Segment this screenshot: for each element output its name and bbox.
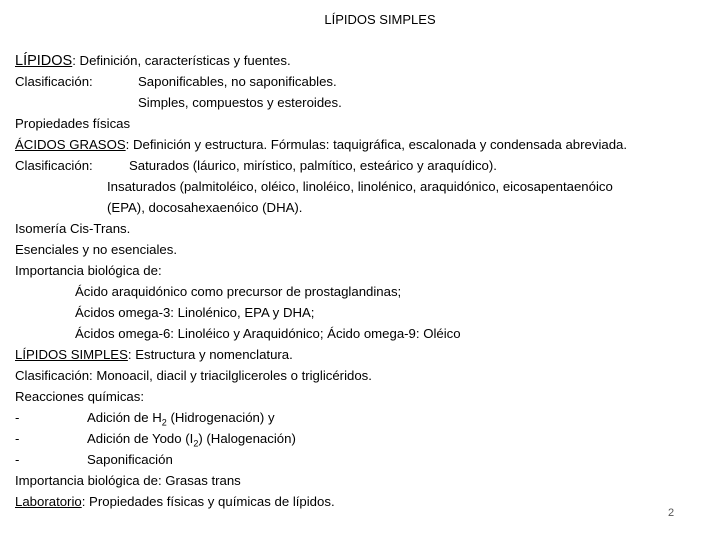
omega6-text: Ácidos omega-6: Linoléico y Araquidónico; Ácido omega-9: Oléico <box>75 326 461 341</box>
heading-lipidos: LÍPIDOS <box>15 53 73 69</box>
line-clasificacion-2 <box>15 155 705 176</box>
page-number: 2 <box>668 507 675 519</box>
halogenacion-text-a: Adición de Yodo (I <box>87 431 194 446</box>
heading-lipidos-simples: LÍPIDOS SIMPLES <box>15 347 128 362</box>
line-omega6 <box>15 323 705 344</box>
line-laboratorio <box>15 491 705 512</box>
omega3-text: Ácidos omega-3: Linolénico, EPA y DHA; <box>75 305 315 320</box>
line-clasificacion-3 <box>15 365 705 386</box>
line-importancia-2 <box>15 470 705 491</box>
halogenacion-sub: 2 <box>193 438 199 449</box>
page-title: LÍPIDOS SIMPLES <box>324 12 436 27</box>
araquidonico-text: Ácido araquidónico como precursor de prostaglandinas; <box>75 284 402 299</box>
acidos-grasos-text: : Definición y estructura. Fórmulas: taquigráfica, escalonada y condensada abreviada. <box>125 137 628 152</box>
line-saponificacion <box>15 449 705 470</box>
line-epa-dha <box>15 197 705 218</box>
line-isomeria <box>15 218 705 239</box>
clasificacion-text: Saponificables, no saponificables. <box>138 74 337 89</box>
line-propiedades <box>15 113 705 134</box>
line-lipidos-simples <box>15 344 705 365</box>
insaturados-text: Insaturados (palmitoléico, oléico, linoléico, linolénico, araquidónico, eicosapentaenóico <box>107 179 613 194</box>
saponificacion-text: Saponificación <box>87 452 173 467</box>
line-reacciones <box>15 386 705 407</box>
line-lipidos <box>15 50 705 71</box>
esenciales-text: Esenciales y no esenciales. <box>15 242 178 257</box>
epa-dha-text: (EPA), docosahexaenóico (DHA). <box>107 200 303 215</box>
line-omega3 <box>15 302 705 323</box>
heading-laboratorio: Laboratorio <box>15 494 82 509</box>
importancia-text: Importancia biológica de: <box>15 263 162 278</box>
reacciones-text: Reacciones químicas: <box>15 389 145 404</box>
clasificacion-label: Clasificación: <box>15 74 93 89</box>
line-clasificacion-1 <box>15 71 705 92</box>
lipidos-simples-text: : Estructura y nomenclatura. <box>127 347 293 362</box>
hidrogenacion-text-b: (Hidrogenación) y <box>166 410 275 425</box>
bullet-dash: - <box>15 410 20 425</box>
saturados-text: Saturados (láurico, mirístico, palmítico, esteárico y araquídico). <box>129 158 497 173</box>
line-acidos-grasos <box>15 134 705 155</box>
line-insaturados <box>15 176 705 197</box>
simples-text: Simples, compuestos y esteroides. <box>138 95 342 110</box>
hidrogenacion-sub: 2 <box>161 417 167 428</box>
halogenacion-text-b: ) (Halogenación) <box>198 431 296 446</box>
heading-acidos-grasos: ÁCIDOS GRASOS <box>15 137 126 152</box>
line-importancia-1 <box>15 260 705 281</box>
lipidos-text: : Definición, características y fuentes. <box>72 53 291 68</box>
line-araquidonico <box>15 281 705 302</box>
monoacil-text: Clasificación: Monoacil, diacil y triacilgliceroles o triglicéridos. <box>15 368 372 383</box>
line-halogenacion <box>15 428 705 449</box>
line-simples <box>15 92 705 113</box>
propiedades-text: Propiedades físicas <box>15 116 131 131</box>
content-body <box>15 50 705 512</box>
grasas-trans-text: Importancia biológica de: Grasas trans <box>15 473 241 488</box>
laboratorio-text: : Propiedades físicas y químicas de lípidos. <box>81 494 335 509</box>
bullet-dash: - <box>15 431 20 446</box>
line-esenciales <box>15 239 705 260</box>
clasificacion-label-2: Clasificación: <box>15 158 93 173</box>
line-hidrogenacion <box>15 407 705 428</box>
isomeria-text: Isomería Cis-Trans. <box>15 221 131 236</box>
bullet-dash: - <box>15 452 20 467</box>
hidrogenacion-text-a: Adición de H <box>87 410 162 425</box>
